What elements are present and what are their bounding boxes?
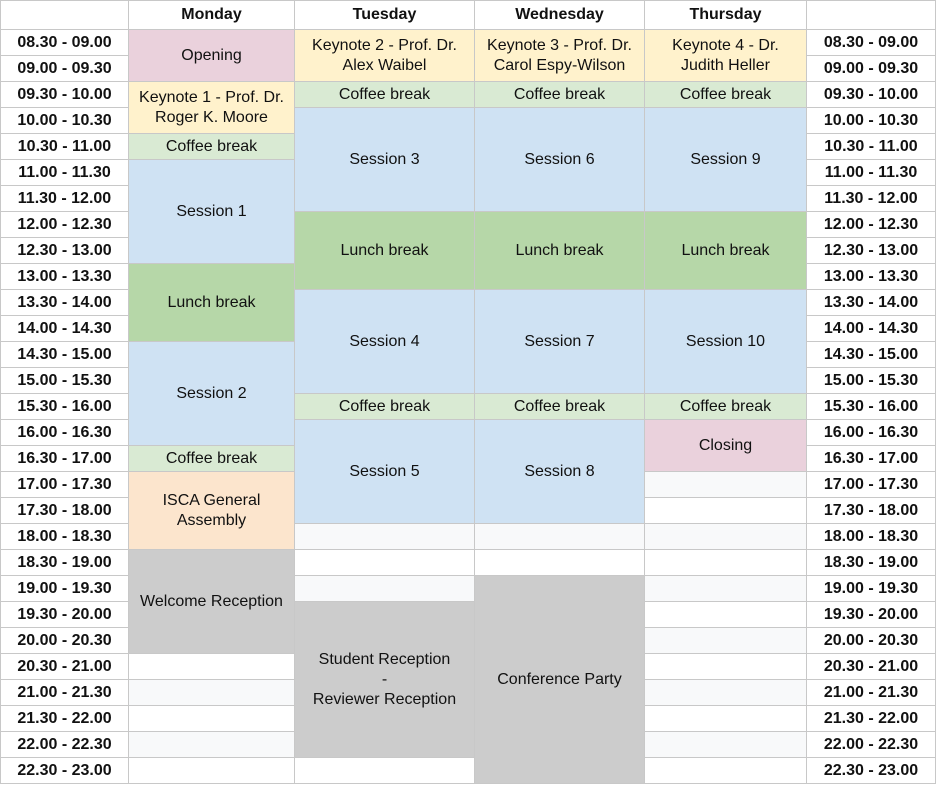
- empty-slot: [295, 550, 475, 576]
- empty-slot: [645, 576, 807, 602]
- time-label-right: 21.30 - 22.00: [807, 706, 936, 732]
- event-keynote: Keynote 2 - Prof. Dr. Alex Waibel: [295, 30, 475, 82]
- time-label-left: 10.00 - 10.30: [0, 108, 129, 134]
- time-label-right: 19.00 - 19.30: [807, 576, 936, 602]
- event-coffee: Coffee break: [295, 394, 475, 420]
- time-label-left: 10.30 - 11.00: [0, 134, 129, 160]
- time-label-left: 15.00 - 15.30: [0, 368, 129, 394]
- event-coffee: Coffee break: [475, 394, 645, 420]
- empty-slot: [645, 498, 807, 524]
- event-coffee: Coffee break: [295, 82, 475, 108]
- corner-header-left: [0, 0, 129, 30]
- event-coffee: Coffee break: [645, 82, 807, 108]
- event-session: Session 8: [475, 420, 645, 524]
- time-label-left: 22.30 - 23.00: [0, 758, 129, 784]
- event-session: Session 1: [129, 160, 295, 264]
- event-session: Session 10: [645, 290, 807, 394]
- event-session: Session 3: [295, 108, 475, 212]
- event-assembly: ISCA General Assembly: [129, 472, 295, 550]
- time-label-right: 10.00 - 10.30: [807, 108, 936, 134]
- time-label-right: 22.30 - 23.00: [807, 758, 936, 784]
- time-label-right: 15.00 - 15.30: [807, 368, 936, 394]
- empty-slot: [645, 654, 807, 680]
- time-label-right: 20.00 - 20.30: [807, 628, 936, 654]
- empty-slot: [295, 524, 475, 550]
- empty-slot: [645, 758, 807, 784]
- time-label-left: 14.30 - 15.00: [0, 342, 129, 368]
- time-label-left: 22.00 - 22.30: [0, 732, 129, 758]
- event-lunch: Lunch break: [475, 212, 645, 290]
- event-keynote: Keynote 1 - Prof. Dr. Roger K. Moore: [129, 82, 295, 134]
- time-label-right: 10.30 - 11.00: [807, 134, 936, 160]
- empty-slot: [295, 758, 475, 784]
- event-session: Session 6: [475, 108, 645, 212]
- time-label-left: 12.00 - 12.30: [0, 212, 129, 238]
- event-coffee: Coffee break: [645, 394, 807, 420]
- time-label-left: 19.30 - 20.00: [0, 602, 129, 628]
- day-header-monday: Monday: [129, 0, 295, 30]
- event-session: Session 5: [295, 420, 475, 524]
- day-header-wednesday: Wednesday: [475, 0, 645, 30]
- empty-slot: [645, 680, 807, 706]
- event-session: Session 2: [129, 342, 295, 446]
- day-header-tuesday: Tuesday: [295, 0, 475, 30]
- event-session: Session 9: [645, 108, 807, 212]
- event-session: Session 4: [295, 290, 475, 394]
- time-label-left: 15.30 - 16.00: [0, 394, 129, 420]
- event-social: Welcome Reception: [129, 550, 295, 654]
- time-label-left: 20.00 - 20.30: [0, 628, 129, 654]
- time-label-left: 11.00 - 11.30: [0, 160, 129, 186]
- time-label-left: 11.30 - 12.00: [0, 186, 129, 212]
- event-lunch: Lunch break: [645, 212, 807, 290]
- empty-slot: [129, 706, 295, 732]
- empty-slot: [645, 524, 807, 550]
- event-coffee: Coffee break: [475, 82, 645, 108]
- time-label-right: 11.00 - 11.30: [807, 160, 936, 186]
- time-label-left: 18.00 - 18.30: [0, 524, 129, 550]
- time-label-left: 13.00 - 13.30: [0, 264, 129, 290]
- event-session: Session 7: [475, 290, 645, 394]
- corner-header-right: [807, 0, 936, 30]
- empty-slot: [129, 758, 295, 784]
- empty-slot: [295, 576, 475, 602]
- time-label-right: 14.30 - 15.00: [807, 342, 936, 368]
- time-label-right: 09.00 - 09.30: [807, 56, 936, 82]
- time-label-left: 09.00 - 09.30: [0, 56, 129, 82]
- empty-slot: [475, 524, 645, 550]
- time-label-right: 21.00 - 21.30: [807, 680, 936, 706]
- time-label-left: 13.30 - 14.00: [0, 290, 129, 316]
- time-label-right: 20.30 - 21.00: [807, 654, 936, 680]
- time-label-right: 12.00 - 12.30: [807, 212, 936, 238]
- time-label-left: 16.30 - 17.00: [0, 446, 129, 472]
- time-label-right: 16.00 - 16.30: [807, 420, 936, 446]
- empty-slot: [129, 654, 295, 680]
- time-label-left: 08.30 - 09.00: [0, 30, 129, 56]
- empty-slot: [645, 732, 807, 758]
- time-label-right: 08.30 - 09.00: [807, 30, 936, 56]
- time-label-right: 09.30 - 10.00: [807, 82, 936, 108]
- day-header-thursday: Thursday: [645, 0, 807, 30]
- empty-slot: [645, 472, 807, 498]
- time-label-right: 12.30 - 13.00: [807, 238, 936, 264]
- empty-slot: [645, 628, 807, 654]
- empty-slot: [129, 680, 295, 706]
- time-label-right: 17.00 - 17.30: [807, 472, 936, 498]
- time-label-left: 17.00 - 17.30: [0, 472, 129, 498]
- empty-slot: [645, 706, 807, 732]
- event-coffee: Coffee break: [129, 446, 295, 472]
- event-opening: Opening: [129, 30, 295, 82]
- time-label-left: 16.00 - 16.30: [0, 420, 129, 446]
- event-keynote: Keynote 3 - Prof. Dr. Carol Espy-Wilson: [475, 30, 645, 82]
- event-lunch: Lunch break: [129, 264, 295, 342]
- time-label-left: 12.30 - 13.00: [0, 238, 129, 264]
- empty-slot: [129, 732, 295, 758]
- event-lunch: Lunch break: [295, 212, 475, 290]
- time-label-right: 13.00 - 13.30: [807, 264, 936, 290]
- time-label-left: 17.30 - 18.00: [0, 498, 129, 524]
- time-label-right: 16.30 - 17.00: [807, 446, 936, 472]
- time-label-right: 19.30 - 20.00: [807, 602, 936, 628]
- time-label-left: 21.30 - 22.00: [0, 706, 129, 732]
- time-label-left: 20.30 - 21.00: [0, 654, 129, 680]
- time-label-left: 19.00 - 19.30: [0, 576, 129, 602]
- event-social: Conference Party: [475, 576, 645, 784]
- event-keynote: Keynote 4 - Dr. Judith Heller: [645, 30, 807, 82]
- time-label-right: 18.00 - 18.30: [807, 524, 936, 550]
- event-social: Student Reception - Reviewer Reception: [295, 602, 475, 758]
- empty-slot: [645, 550, 807, 576]
- time-label-right: 22.00 - 22.30: [807, 732, 936, 758]
- empty-slot: [645, 602, 807, 628]
- time-label-right: 11.30 - 12.00: [807, 186, 936, 212]
- time-label-right: 17.30 - 18.00: [807, 498, 936, 524]
- event-opening: Closing: [645, 420, 807, 472]
- time-label-right: 13.30 - 14.00: [807, 290, 936, 316]
- time-label-left: 09.30 - 10.00: [0, 82, 129, 108]
- time-label-right: 15.30 - 16.00: [807, 394, 936, 420]
- event-coffee: Coffee break: [129, 134, 295, 160]
- time-label-right: 18.30 - 19.00: [807, 550, 936, 576]
- time-label-right: 14.00 - 14.30: [807, 316, 936, 342]
- empty-slot: [475, 550, 645, 576]
- time-label-left: 14.00 - 14.30: [0, 316, 129, 342]
- time-label-left: 18.30 - 19.00: [0, 550, 129, 576]
- time-label-left: 21.00 - 21.30: [0, 680, 129, 706]
